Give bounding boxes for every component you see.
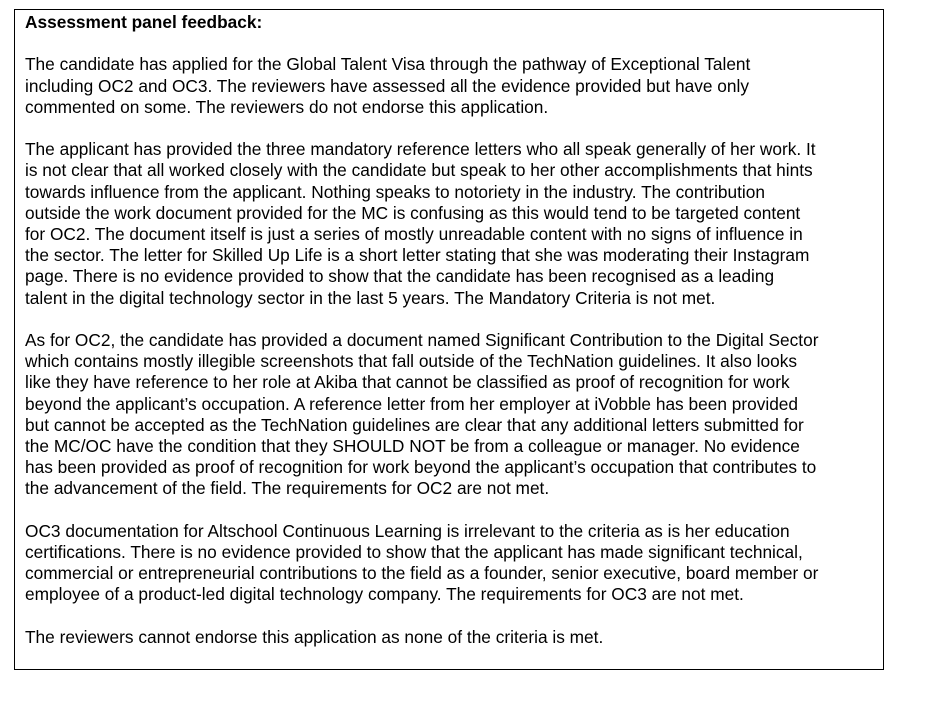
text-line: employee of a product-led digital technology company. The requirements for OC3 are not met. — [25, 584, 744, 605]
text-line: outside the work document provided for the MC is confusing as this would tend to be targeted content — [25, 202, 801, 223]
paragraph-oc2 — [25, 330, 881, 500]
text-line: The applicant has provided the three mandatory reference letters who all speak generally of her work. It — [25, 139, 816, 160]
text-line: has been provided as proof of recognition for work beyond the applicant’s occupation that contributes to — [25, 457, 817, 478]
feedback-box — [14, 9, 884, 670]
text-line: OC3 documentation for Altschool Continuous Learning is irrelevant to the criteria as is her education — [25, 520, 790, 541]
text-line: the advancement of the field. The requirements for OC2 are not met. — [25, 478, 550, 499]
text-line: towards influence from the applicant. Nothing speaks to notoriety in the industry. The contribution — [25, 181, 765, 202]
text-line: the sector. The letter for Skilled Up Life is a short letter stating that she was moderating their Instagram — [25, 245, 810, 266]
paragraph-mandatory-criteria — [25, 139, 881, 309]
text-line: the MC/OC have the condition that they SHOULD NOT be from a colleague or manager. No evidence — [25, 436, 800, 457]
text-line: page. There is no evidence provided to show that the candidate has been recognised as a leading — [25, 266, 775, 287]
text-line: The reviewers cannot endorse this application as none of the criteria is met. — [25, 626, 604, 647]
text-line: commented on some. The reviewers do not endorse this application. — [25, 96, 549, 117]
paragraph-conclusion — [25, 627, 881, 648]
text-line: for OC2. The document itself is just a series of mostly unreadable content with no signs of influence in — [25, 224, 803, 244]
text-line: which contains mostly illegible screenshots that fall outside of the TechNation guidelines. It also looks — [25, 351, 798, 372]
paragraph-oc3 — [25, 521, 881, 606]
text-line: like they have reference to her role at Akiba that cannot be classified as proof of recognition for work — [25, 372, 790, 393]
feedback-content — [25, 12, 881, 648]
text-line: talent in the digital technology sector in the last 5 years. The Mandatory Criteria is not met. — [25, 287, 716, 308]
text-line: beyond the applicant’s occupation. A reference letter from her employer at iVobble has been provided — [25, 393, 799, 414]
text-line: certifications. There is no evidence provided to show that the applicant has made significant technical, — [25, 542, 803, 563]
feedback-heading: Assessment panel feedback: — [25, 12, 263, 32]
text-line: As for OC2, the candidate has provided a document named Significant Contribution to the Digital Sector — [25, 330, 819, 350]
text-line: but cannot be accepted as the TechNation guidelines are clear that any additional letters submitted for — [25, 414, 804, 435]
text-line: The candidate has applied for the Global Talent Visa through the pathway of Exceptional Talent — [25, 54, 751, 75]
paragraph-overview — [25, 54, 881, 118]
text-line: is not clear that all worked closely with the candidate but speak to her other accomplishments that hints — [25, 160, 813, 181]
text-line: including OC2 and OC3. The reviewers have assessed all the evidence provided but have only — [25, 75, 749, 96]
text-line: commercial or entrepreneurial contributions to the field as a founder, senior executive, board member or — [25, 563, 819, 584]
